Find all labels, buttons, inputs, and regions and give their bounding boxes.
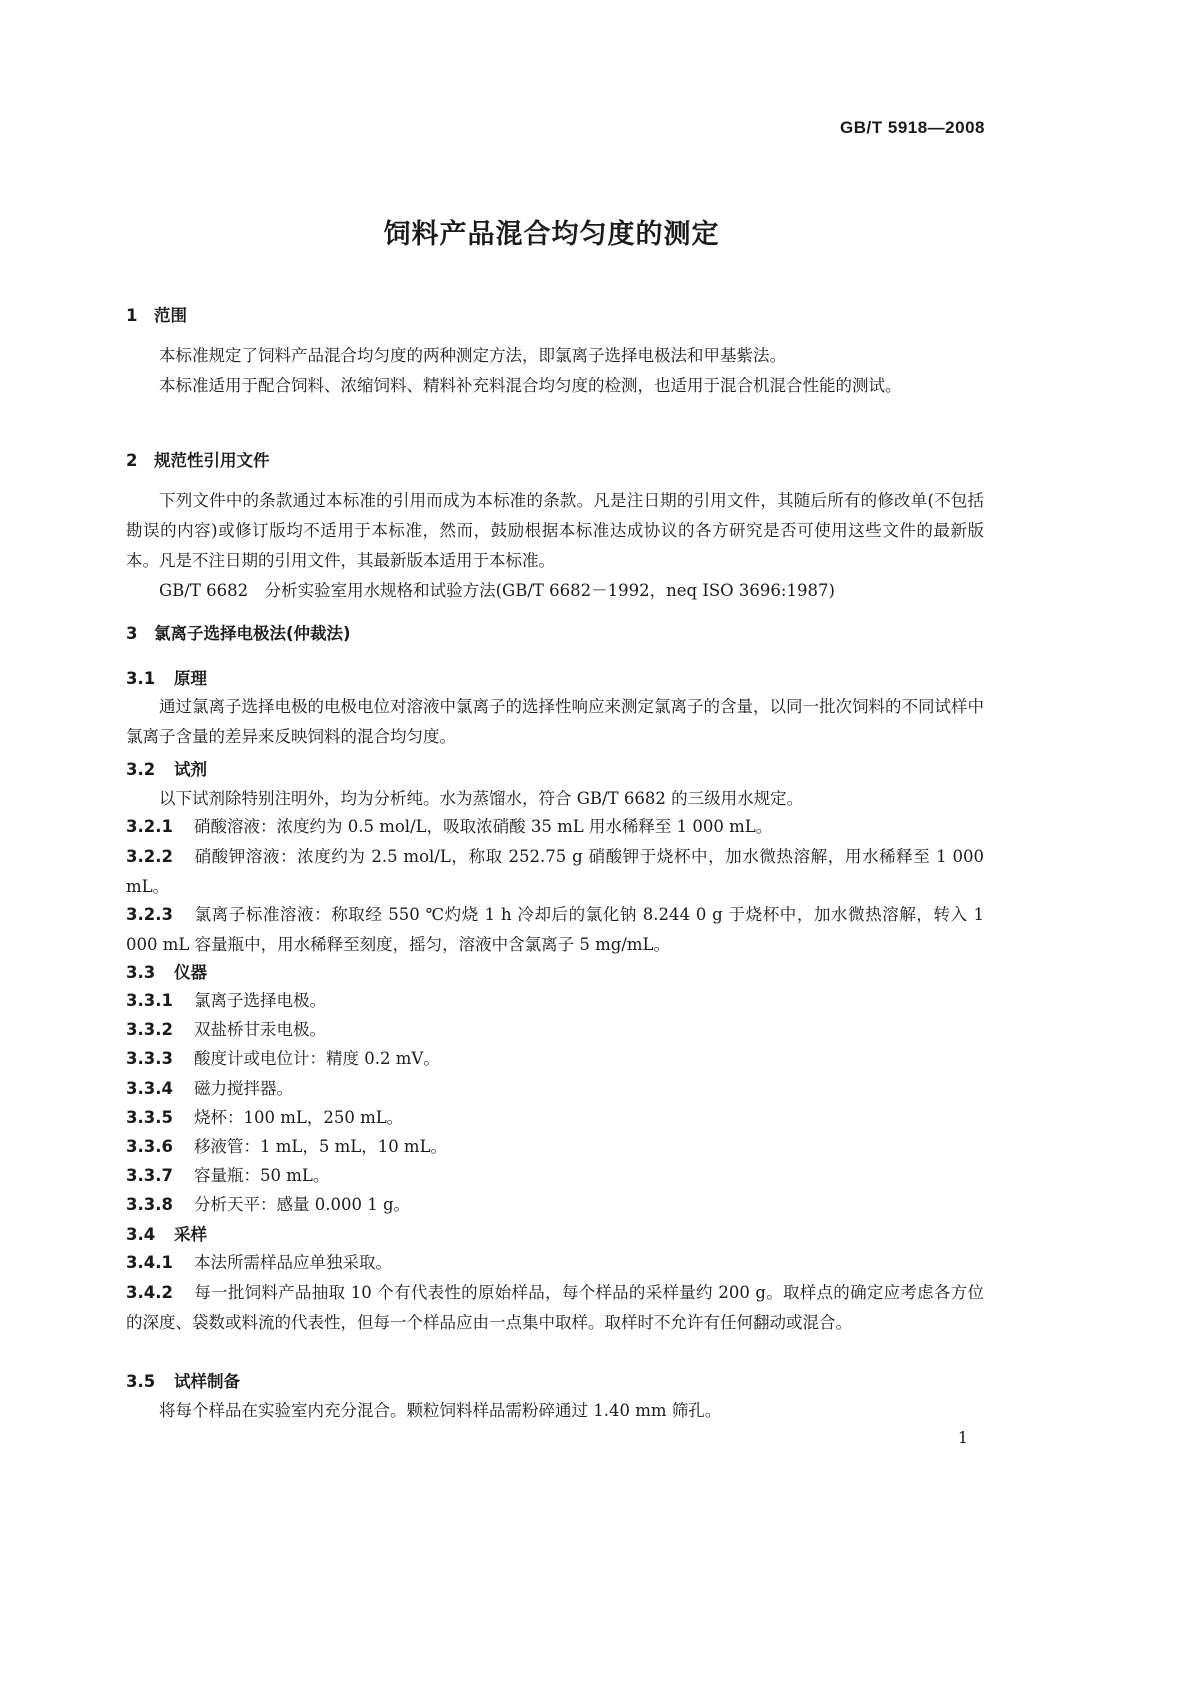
clause-text: 氯离子选择电极。 <box>194 991 326 1010</box>
subsection-title: 试剂 <box>174 760 207 779</box>
subsection-heading <box>126 755 984 785</box>
subsection-number: 3.1 <box>126 669 156 688</box>
clause-text: 分析天平：感量 0.000 1 g。 <box>194 1195 411 1214</box>
paragraph: 通过氯离子选择电极的电极电位对溶液中氯离子的选择性响应来测定氯离子的含量，以同一批次饲料的不同试样中氯离子含量的差异来反映饲料的混合均匀度。 <box>126 697 984 746</box>
paragraph: 本标准适用于配合饲料、浓缩饲料、精料补充料混合均匀度的检测，也适用于混合机混合性能的测试。 <box>159 376 902 395</box>
subsection-heading <box>126 1220 984 1250</box>
clause-item <box>126 842 984 902</box>
section-number: 2 <box>126 451 138 470</box>
section-title: 氯离子选择电极法(仲裁法) <box>154 624 351 643</box>
paragraph: 将每个样品在实验室内充分混合。颗粒饲料样品需粉碎通过 1.40 mm 筛孔。 <box>159 1401 722 1420</box>
clause-item <box>126 1190 984 1220</box>
subsection-title: 仪器 <box>174 963 207 982</box>
clause-text: 烧杯：100 mL，250 mL。 <box>194 1108 404 1127</box>
normative-reference: GB/T 6682 分析实验室用水规格和试验方法(GB/T 6682－1992，neq ISO 3696:1987) <box>159 581 835 600</box>
subsection-heading <box>126 664 984 694</box>
clause-text: 移液管：1 mL，5 mL，10 mL。 <box>194 1137 448 1156</box>
subsection-title: 原理 <box>174 669 207 688</box>
page-number: 1 <box>957 1428 968 1447</box>
clause-item <box>126 1074 984 1104</box>
subsection-heading <box>126 1367 984 1397</box>
clause-number: 3.3.6 <box>126 1137 173 1156</box>
page-title: 饲料产品混合均匀度的测定 <box>383 219 720 250</box>
subsection-number: 3.2 <box>126 760 156 779</box>
clause-text: 硝酸钾溶液：浓度约为 2.5 mol/L，称取 252.75 g 硝酸钾于烧杯中，加水微热溶解，用水稀释至 1 000 mL。 <box>126 847 984 896</box>
clause-number: 3.3.5 <box>126 1108 173 1127</box>
clause-text: 酸度计或电位计：精度 0.2 mV。 <box>194 1049 440 1068</box>
clause-text: 每一批饲料产品抽取 10 个有代表性的原始样品，每个样品的采样量约 200 g。取样点的确定应考虑各方位的深度、袋数或料流的代表性，但每一个样品应由一点集中取样。取样时不允许有任何翻动或混合。 <box>126 1283 984 1332</box>
clause-item <box>126 1132 984 1162</box>
clause-item <box>126 1103 984 1133</box>
subsection-number: 3.4 <box>126 1225 156 1244</box>
subsection-title: 采样 <box>174 1225 207 1244</box>
clause-item <box>126 812 984 842</box>
section-heading <box>126 301 984 331</box>
clause-text: 氯离子标准溶液：称取经 550 ℃灼烧 1 h 冷却后的氯化钠 8.244 0 g 于烧杯中，加水微热溶解，转入 1 000 mL 容量瓶中，用水稀释至刻度，摇匀，溶液中含氯离子 5 mg/mL。 <box>126 905 984 954</box>
section-number: 1 <box>126 306 138 325</box>
clause-item <box>126 1161 984 1191</box>
clause-item <box>126 986 984 1016</box>
subsection-heading <box>126 958 984 988</box>
clause-text: 本法所需样品应单独采取。 <box>194 1253 392 1272</box>
subsection-title: 试样制备 <box>174 1372 240 1391</box>
clause-number: 3.3.3 <box>126 1049 173 1068</box>
clause-text: 硝酸溶液：浓度约为 0.5 mol/L，吸取浓硝酸 35 mL 用水稀释至 1 000 mL。 <box>194 817 773 836</box>
clause-item <box>126 900 984 960</box>
paragraph: 本标准规定了饲料产品混合均匀度的两种测定方法，即氯离子选择电极法和甲基紫法。 <box>159 346 786 365</box>
clause-text: 容量瓶：50 mL。 <box>194 1166 330 1185</box>
standard-number: GB/T 5918—2008 <box>840 118 985 137</box>
clause-item <box>126 1015 984 1045</box>
section-heading <box>126 619 984 649</box>
clause-number: 3.2.3 <box>126 905 173 924</box>
subsection-number: 3.5 <box>126 1372 156 1391</box>
section-number: 3 <box>126 624 138 643</box>
clause-number: 3.4.1 <box>126 1253 173 1272</box>
paragraph: 下列文件中的条款通过本标准的引用而成为本标准的条款。凡是注日期的引用文件，其随后所有的修改单(不包括勘误的内容)或修订版均不适用于本标准，然而，鼓励根据本标准达成协议的各方研究是否可使用这些文件的最新版本。凡是不注日期的引用文件，其最新版本适用于本标准。 <box>126 491 984 570</box>
clause-number: 3.3.7 <box>126 1166 173 1185</box>
paragraph: 以下试剂除特别注明外，均为分析纯。水为蒸馏水，符合 GB/T 6682 的三级用水规定。 <box>159 789 804 808</box>
section-heading <box>126 446 984 476</box>
section-title: 范围 <box>154 306 187 325</box>
clause-item <box>126 1248 984 1278</box>
clause-item <box>126 1278 984 1338</box>
clause-number: 3.3.2 <box>126 1020 173 1039</box>
section-title: 规范性引用文件 <box>154 451 270 470</box>
clause-number: 3.4.2 <box>126 1283 173 1302</box>
clause-text: 磁力搅拌器。 <box>194 1079 293 1098</box>
clause-number: 3.2.2 <box>126 847 173 866</box>
clause-text: 双盐桥甘汞电极。 <box>194 1020 326 1039</box>
clause-item <box>126 1044 984 1074</box>
clause-number: 3.3.8 <box>126 1195 173 1214</box>
clause-number: 3.3.4 <box>126 1079 173 1098</box>
clause-number: 3.3.1 <box>126 991 173 1010</box>
clause-number: 3.2.1 <box>126 817 173 836</box>
subsection-number: 3.3 <box>126 963 156 982</box>
